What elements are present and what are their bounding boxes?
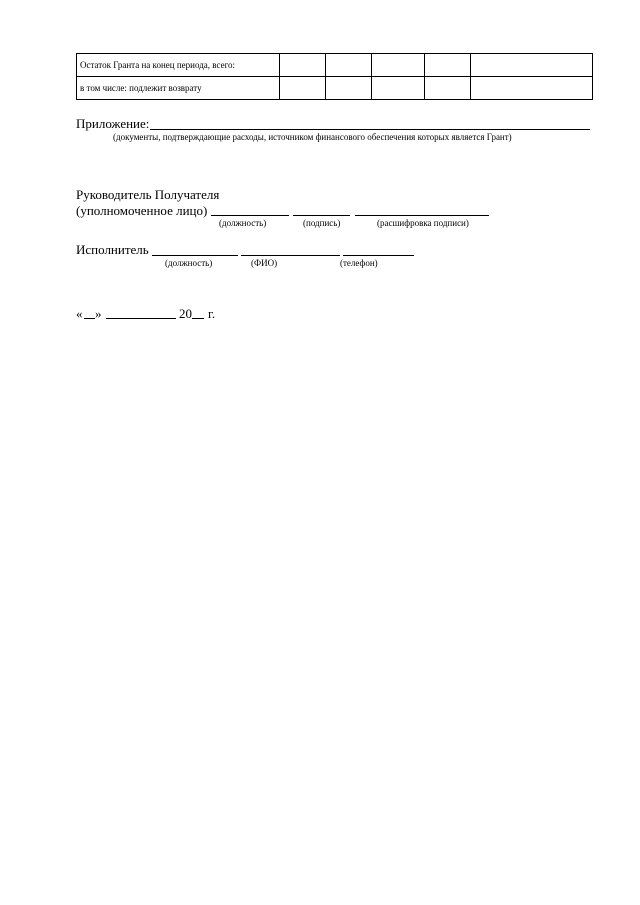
date-open-quote: « xyxy=(76,306,83,321)
head-position-line xyxy=(211,215,289,216)
executor-label: Исполнитель xyxy=(76,242,149,257)
table-row xyxy=(77,77,593,100)
date-year-suffix: г. xyxy=(208,306,216,321)
row-label: Остаток Гранта на конец периода, всего: xyxy=(77,54,280,77)
row-label: в том числе: подлежит возврату xyxy=(77,77,280,100)
appendix-label: Приложение: xyxy=(76,116,150,131)
appendix-line xyxy=(150,129,590,130)
table-cell xyxy=(326,54,372,77)
head-position-caption: (должность) xyxy=(219,218,267,228)
head-decoding-line xyxy=(355,215,489,216)
table-cell xyxy=(471,77,593,100)
appendix-caption: (документы, подтверждающие расходы, источником финансового обеспечения которых является Грант) xyxy=(113,132,512,142)
date-year-line xyxy=(192,318,204,319)
executor-position-line xyxy=(152,255,238,256)
executor-phone-line xyxy=(343,255,414,256)
table-cell xyxy=(425,77,471,100)
executor-phone-caption: (телефон) xyxy=(340,258,378,268)
executor-name-line xyxy=(241,255,340,256)
head-title: Руководитель Получателя xyxy=(76,187,220,202)
table-cell xyxy=(471,54,593,77)
table-cell xyxy=(280,54,326,77)
head-signature-caption: (подпись) xyxy=(303,218,341,228)
table-row xyxy=(77,54,593,77)
grant-balance-table xyxy=(76,53,593,100)
date-month-line xyxy=(106,318,176,319)
executor-position-caption: (должность) xyxy=(165,258,213,268)
date-day-line xyxy=(84,318,95,319)
head-signature-line xyxy=(293,215,350,216)
date-year-prefix: 20 xyxy=(179,306,192,321)
table-cell xyxy=(280,77,326,100)
head-decoding-caption: (расшифровка подписи) xyxy=(377,218,469,228)
date-close-quote: » xyxy=(95,306,102,321)
table-cell xyxy=(425,54,471,77)
table-cell xyxy=(326,77,372,100)
table-cell xyxy=(372,54,425,77)
executor-name-caption: (ФИО) xyxy=(251,258,278,268)
head-subtitle: (уполномоченное лицо) xyxy=(76,203,208,218)
table-cell xyxy=(372,77,425,100)
